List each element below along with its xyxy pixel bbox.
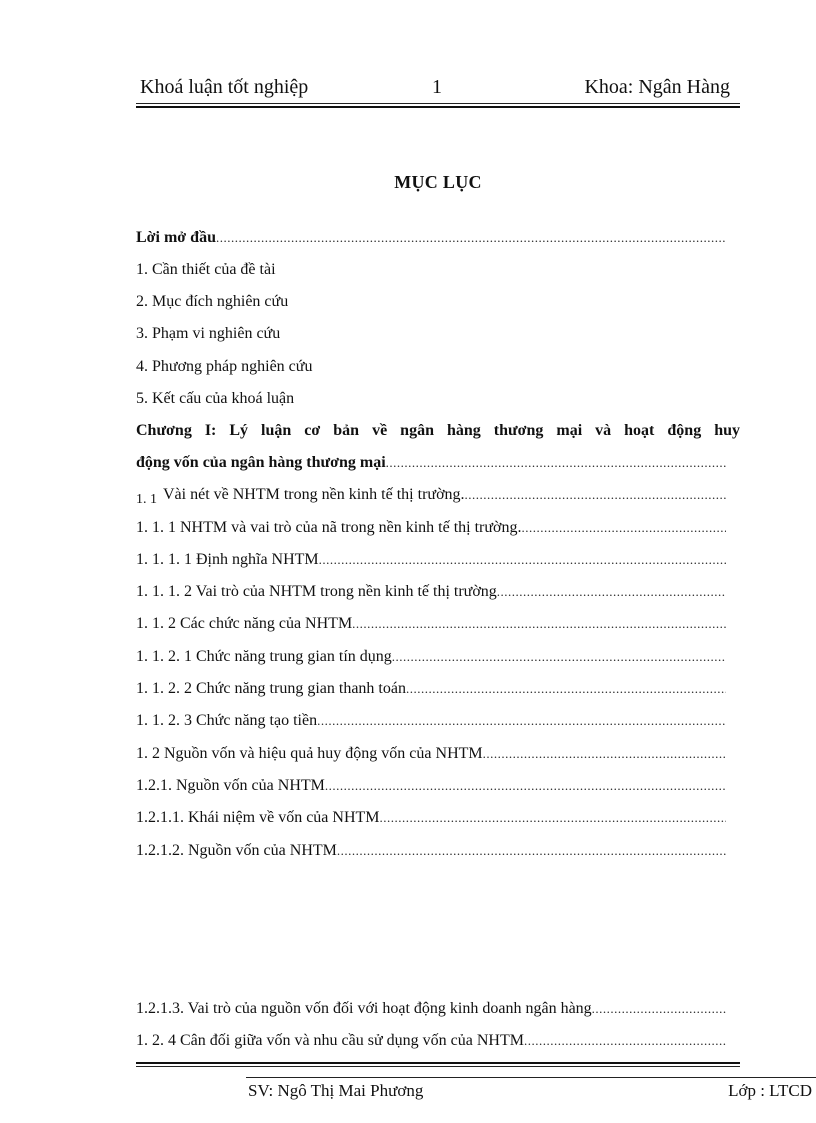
toc-entry <box>136 551 726 573</box>
toc-entry <box>136 712 726 734</box>
toc-entry-text: 1.2.1. Nguồn vốn của NHTM <box>136 777 325 794</box>
toc-entry-text: 2. Mục đích nghiên cứu <box>136 293 289 310</box>
toc-leader-dots <box>406 681 726 697</box>
page-header <box>136 76 740 102</box>
toc-leader-dots <box>522 520 727 536</box>
toc-leader-dots <box>325 778 726 794</box>
toc-entry-text: 1.2.1.3. Vai trò của nguồn vốn đối với hoạt động kinh doanh ngân hàng <box>136 1000 592 1017</box>
toc-leader-dots <box>337 843 726 859</box>
toc-entry <box>136 1000 726 1022</box>
toc-entry <box>136 583 726 605</box>
toc-entry <box>136 261 726 283</box>
page-number: 1 <box>432 76 442 98</box>
toc-entry <box>136 358 726 380</box>
header-thesis-label: Khoá luận tốt nghiệp <box>140 76 309 98</box>
toc-leader-dots <box>216 230 726 246</box>
footer-student-name: SV: Ngô Thị Mai Phương <box>248 1081 424 1100</box>
toc-entry-text: 1. 1. 2 Các chức năng của NHTM <box>136 615 353 632</box>
toc-entry <box>136 842 726 864</box>
header-rule-thick <box>136 106 740 108</box>
footer-rule-thick <box>136 1062 740 1064</box>
toc-entry-text: 1. 1. 2. 3 Chức năng tạo tiền <box>136 712 318 729</box>
toc-entry-text: 1. 1. 1. 1 Định nghĩa NHTM <box>136 551 319 568</box>
toc-leader-dots <box>524 1033 726 1049</box>
toc-entry-text: 4. Phương pháp nghiên cứu <box>136 358 313 375</box>
page-title: MỤC LỤC <box>394 172 482 192</box>
toc-entry-text: 1. 1. 2. 2 Chức năng trung gian thanh toán <box>136 680 406 697</box>
toc-leader-dots <box>592 1001 726 1017</box>
toc-entry <box>136 648 726 670</box>
footer-rule-thin <box>136 1066 740 1067</box>
toc-entry <box>136 390 726 412</box>
toc-entry <box>136 777 726 799</box>
toc-entry-text: 5. Kết cấu của khoá luận <box>136 390 295 407</box>
toc-leader-dots <box>465 487 726 503</box>
toc-entry <box>136 745 726 767</box>
toc-entry-text: Lời mở đầu <box>136 229 216 246</box>
toc-entry <box>136 486 726 508</box>
toc-entry-text: 1.2.1.1. Khái niệm về vốn của NHTM <box>136 809 380 826</box>
toc-entry-text: Vài nét về NHTM trong nền kinh tế thị trường. <box>163 486 465 503</box>
toc-entry-text: 3. Phạm vi nghiên cứu <box>136 325 281 342</box>
toc-leader-dots <box>319 552 726 568</box>
toc-leader-dots <box>392 649 726 665</box>
toc-leader-dots <box>386 455 726 471</box>
toc-leader-dots <box>497 584 726 600</box>
toc-entry <box>136 809 726 831</box>
toc-entry <box>136 680 726 702</box>
footer-rule-line <box>246 1077 816 1078</box>
toc-leader-dots <box>317 713 726 729</box>
toc-entry-number: 1. 1 <box>136 492 157 507</box>
header-faculty-label: Khoa: Ngân Hàng <box>584 76 730 98</box>
toc-entry <box>136 615 726 637</box>
toc-chapter-heading <box>136 422 740 446</box>
header-rule-thin <box>136 103 740 104</box>
toc-entry <box>136 293 726 315</box>
toc-entry-text: 1. 1. 2. 1 Chức năng trung gian tín dụng <box>136 648 392 665</box>
toc-entry-text: 1.2.1.2. Nguồn vốn của NHTM <box>136 842 337 859</box>
toc-entry-text: 1. 1. 1 NHTM và vai trò của nã trong nền kinh tế thị trường. <box>136 519 522 536</box>
toc-entry <box>136 519 726 541</box>
toc-entry <box>136 1032 726 1054</box>
footer-class-label: Lớp : LTCD <box>728 1081 812 1100</box>
toc-entry <box>136 454 726 476</box>
toc-entry <box>136 325 726 347</box>
toc-leader-dots <box>483 746 726 762</box>
toc-entry-text: 1. Cần thiết của đề tài <box>136 261 276 278</box>
toc-entry-text: 1. 2 Nguồn vốn và hiệu quả huy động vốn của NHTM <box>136 745 483 762</box>
toc-entry-text: Chương I: Lý luận cơ bản về ngân hàng thương mại và hoạt động huy <box>136 422 740 439</box>
toc-entry-text: 1. 1. 1. 2 Vai trò của NHTM trong nền kinh tế thị trường <box>136 583 497 600</box>
toc-leader-dots <box>352 616 726 632</box>
toc-entry-text: 1. 2. 4 Cân đối giữa vốn và nhu cầu sử dụng vốn của NHTM <box>136 1032 524 1049</box>
toc-leader-dots <box>380 810 726 826</box>
toc-entry <box>136 229 726 251</box>
toc-entry-text: động vốn của ngân hàng thương mại <box>136 454 386 471</box>
